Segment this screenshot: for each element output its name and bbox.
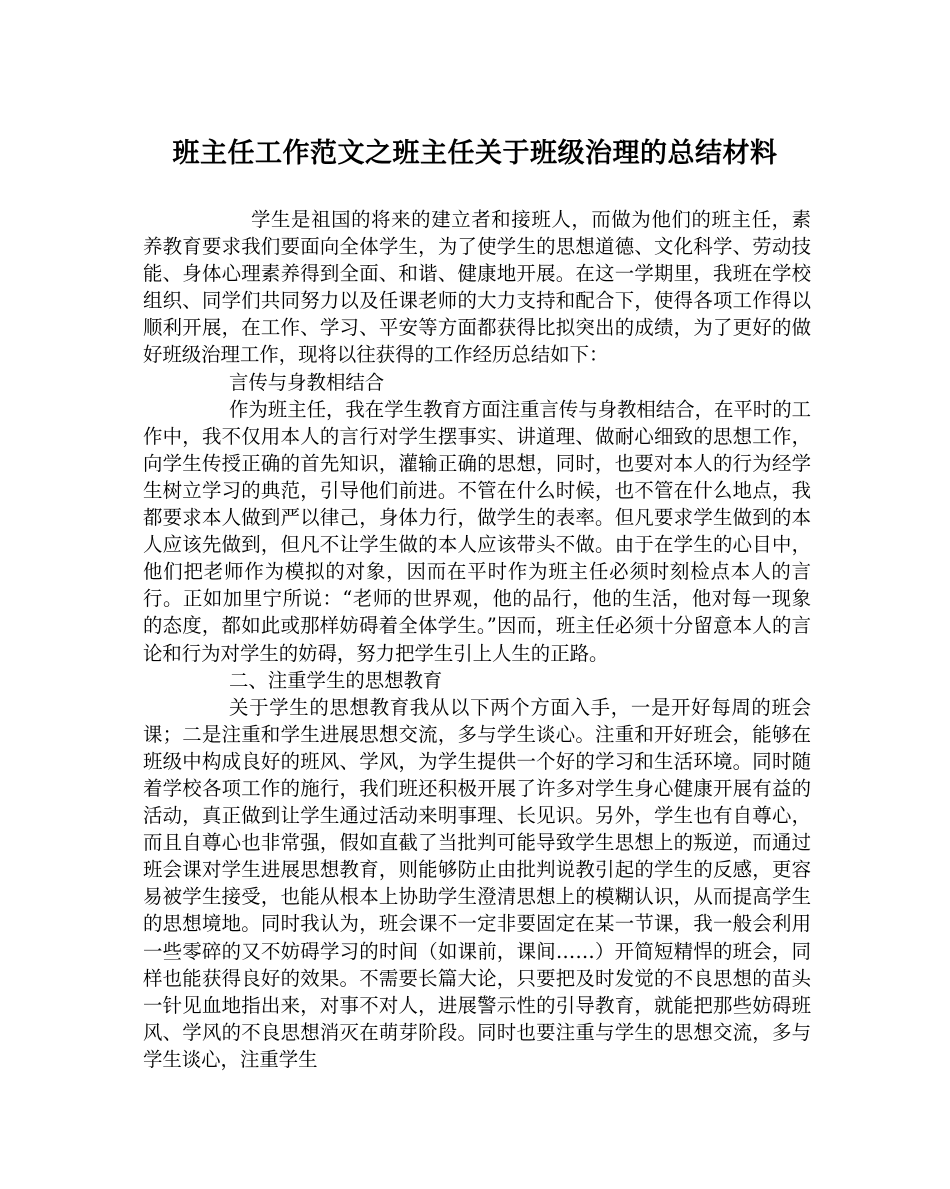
intro-paragraph: 学生是祖国的将来的建立者和接班人，而做为他们的班主任，素养教育要求我们要面向全体学生，为了使学生的思想道德、文化科学、劳动技能、身体心理素养得到全面、和谐、健康地开展。在这一学期里，我班在学校组织、同学们共同努力以及任课老师的大力支持和配合下，使得各项工作得以顺利开展，在工作、学习、平安等方面都获得比拟突出的成绩，为了更好的做好班级治理工作，现将以往获得的工作经历总结如下： — [143, 208, 811, 367]
document-body — [143, 206, 811, 1073]
section-paragraph-1: 作为班主任，我在学生教育方面注重言传与身教相结合，在平时的工作中，我不仅用本人的言行对学生摆事实、讲道理、做耐心细致的思想工作，向学生传授正确的首先知识，灌输正确的思想，同时，也要对本人的行为经学生树立学习的典范，引导他们前进。不管在什么时候，也不管在什么地点，我都要求本人做到严以律己，身体力行，做学生的表率。但凡要求学生做到的本人应该先做到，但凡不让学生做的本人应该带头不做。由于在学生的心目中，他们把老师作为模拟的对象，因而在平时作为班主任必须时刻检点本人的言行。正如加里宁所说：“老师的世界观，他的品行，他的生活，他对每一现象的态度，都如此或那样妨碍着全体学生。”因而，班主任必须十分留意本人的言论和行为对学生的妨碍，努力把学生引上人生的正路。 — [143, 397, 811, 665]
section-heading-1: 言传与身教相结合 — [229, 370, 385, 394]
document-title: 班主任工作范文之班主任关于班级治理的总结材料 — [172, 138, 778, 169]
section-heading-2: 二、注重学生的思想教育 — [229, 668, 443, 692]
section-paragraph-2: 关于学生的思想教育我从以下两个方面入手，一是开好每周的班会课；二是注重和学生进展思想交流，多与学生谈心。注重和开好班会，能够在班级中构成良好的班风、学风，为学生提供一个好的学习和生活环境。同时随着学校各项工作的施行，我们班还积极开展了许多对学生身心健康开展有益的活动，真正做到让学生通过活动来明事理、长见识。另外，学生也有自尊心，而且自尊心也非常强，假如直截了当批判可能导致学生思想上的叛逆，而通过班会课对学生进展思想教育，则能够防止由批判说教引起的学生的反感，更容易被学生接受，也能从根本上协助学生澄清思想上的模糊认识，从而提高学生的思想境地。同时我认为，班会课不一定非要固定在某一节课，我一般会利用一些零碎的又不妨碍学习的时间（如课前，课间……）开简短精悍的班会，同样也能获得良好的效果。不需要长篇大论，只要把及时发觉的不良思想的苗头一针见血地指出来，对事不对人，进展警示性的引导教育，就能把那些妨碍班风、学风的不良思想消灭在萌芽阶段。同时也要注重与学生的思想交流，多与学生谈心，注重学生 — [143, 695, 811, 1071]
